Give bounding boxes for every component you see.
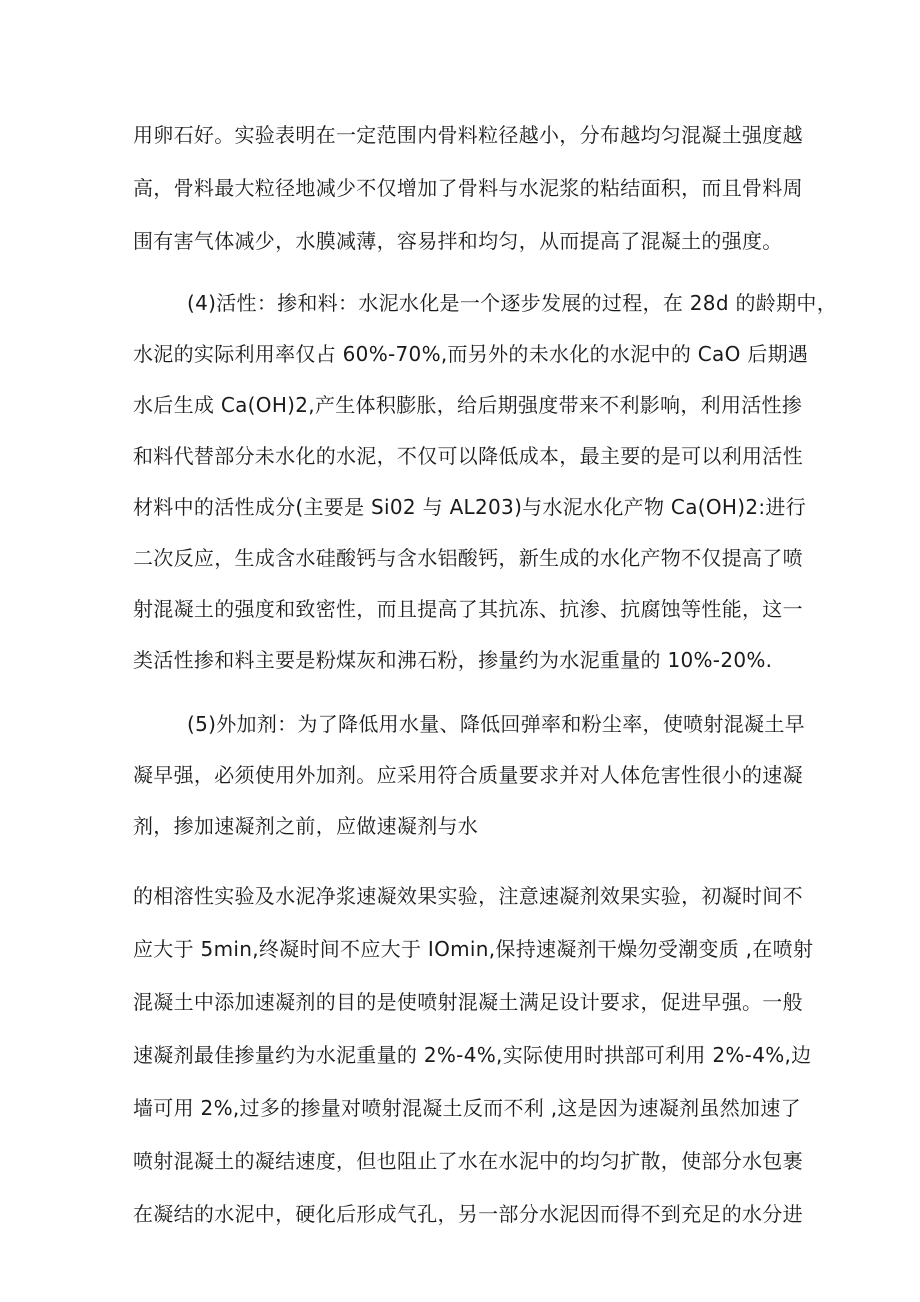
paragraph-4-first-line: (4)活性：掺和料：水泥水化是一个逐步发展的过程，在 28d 的龄期中，: [187, 291, 837, 315]
text-line: 类活性掺和料主要是粉煤灰和沸石粉，掺量约为水泥重量的 10%-20%.: [133, 648, 773, 672]
text-line: 水后生成 Ca(OH)2,产生体积膨胀，给后期强度带来不利影响，利用活性掺: [133, 393, 803, 417]
text-line: 用卵石好。实验表明在一定范围内骨料粒径越小，分布越均匀混凝土强度越: [133, 123, 803, 147]
text-line: 喷射混凝土的凝结速度，但也阻止了水在水泥中的均匀扩散，使部分水包裹: [133, 1149, 803, 1173]
text-line: 应大于 5min,终凝时间不应大于 IOmin,保持速凝剂干燥勿受潮变质 ,在喷射: [133, 937, 814, 961]
text-line: 的相溶性实验及水泥净浆速凝效果实验，注意速凝剂效果实验，初凝时间不: [133, 884, 803, 908]
text-line: 凝早强，必须使用外加剂。应采用符合质量要求并对人体危害性很小的速凝: [133, 763, 803, 787]
text-line: 在凝结的水泥中，硬化后形成气孔，另一部分水泥因而得不到充足的水分进: [133, 1202, 803, 1226]
text-line: 高，骨料最大粒径地减少不仅增加了骨料与水泥浆的粘结面积，而且骨料周: [133, 176, 803, 200]
paragraph-5-first-line: (5)外加剂：为了降低用水量、降低回弹率和粉尘率，使喷射混凝土早: [187, 712, 805, 736]
text-line: 材料中的活性成分(主要是 Si02 与 AL203)与水泥水化产物 Ca(OH)2:进行: [133, 495, 807, 519]
text-line: 二次反应，生成含水硅酸钙与含水铝酸钙，新生成的水化产物不仅提高了喷: [133, 546, 803, 570]
text-line: 和料代替部分未水化的水泥，不仅可以降低成本，最主要的是可以利用活性: [133, 444, 803, 468]
text-line: 围有害气体减少，水膜减薄，容易拌和均匀，从而提高了混凝土的强度。: [133, 229, 783, 253]
text-line: 水泥的实际利用率仅占 60%-70%,而另外的未水化的水泥中的 CaO 后期遇: [133, 342, 809, 366]
text-line: 速凝剂最佳掺量约为水泥重量的 2%-4%,实际使用时拱部可利用 2%-4%,边: [133, 1043, 812, 1067]
text-line: 墙可用 2%,过多的掺量对喷射混凝土反而不利 ,这是因为速凝剂虽然加速了: [133, 1096, 801, 1120]
text-line: 混凝土中添加速凝剂的目的是使喷射混凝土满足设计要求，促进早强。一般: [133, 990, 803, 1014]
text-line: 射混凝土的强度和致密性，而且提高了其抗冻、抗渗、抗腐蚀等性能，这一: [133, 597, 803, 621]
text-line: 剂，掺加速凝剂之前，应做速凝剂与水: [133, 814, 479, 838]
